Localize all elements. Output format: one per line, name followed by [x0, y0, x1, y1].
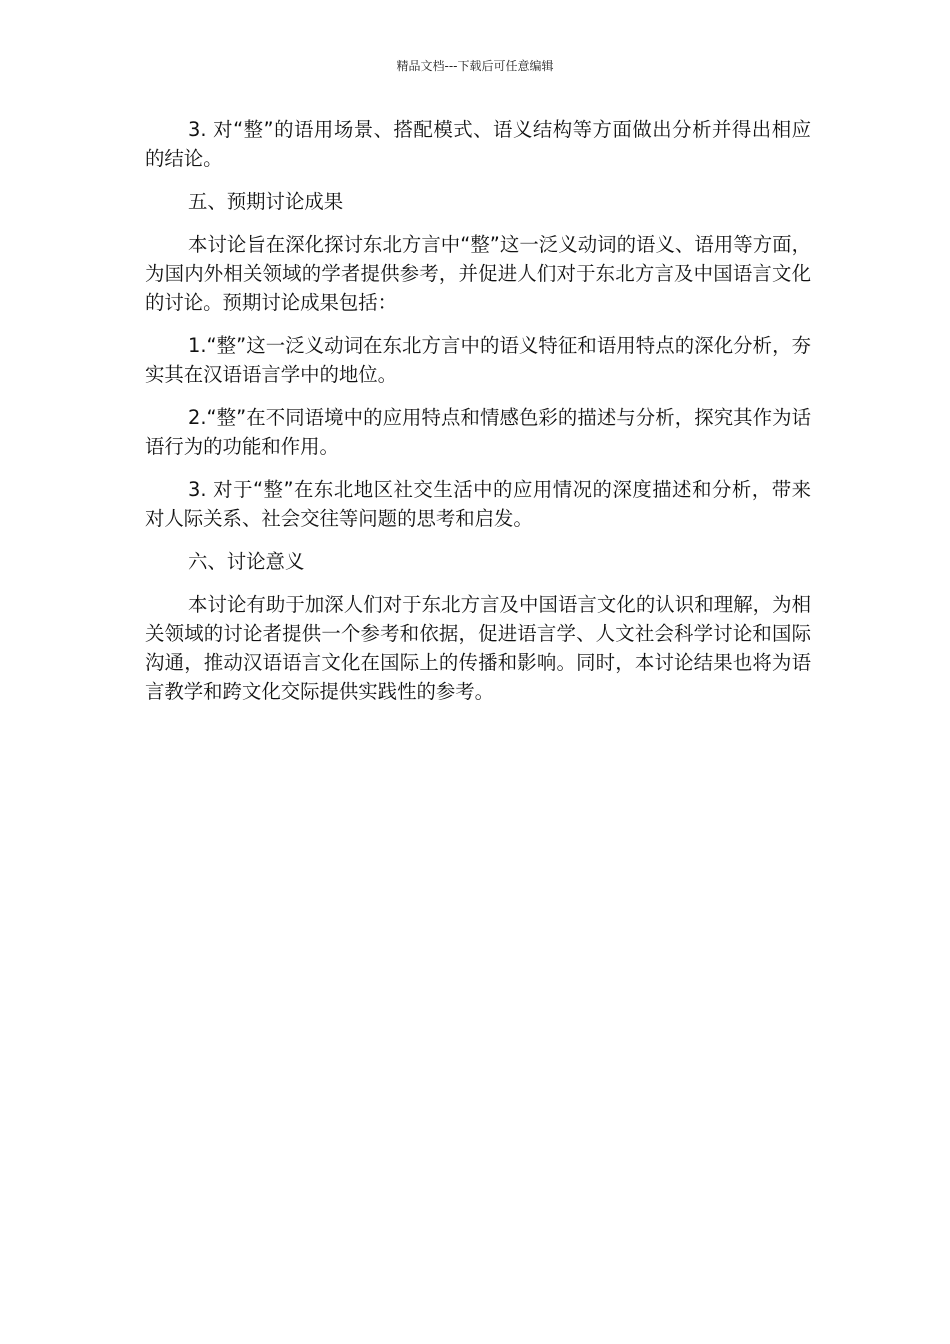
list-item-result-1: 1.“整”这一泛义动词在东北方言中的语义特征和语用特点的深化分析，夯实其在汉语语言学中的地位。: [145, 334, 811, 386]
page-header: 精品文档---下载后可任意编辑: [396, 59, 554, 73]
section-heading-expected-results: 五、预期讨论成果: [188, 190, 344, 213]
list-item-result-2: 2.“整”在不同语境中的应用特点和情感色彩的描述与分析，探究其作为话语行为的功能和作用。: [145, 406, 811, 458]
paragraph-significance: 本讨论有助于加深人们对于东北方言及中国语言文化的认识和理解，为相关领域的讨论者提供一个参考和依据，促进语言学、人文社会科学讨论和国际沟通，推动汉语语言文化在国际上的传播和影响。同时，本讨论结果也将为语言教学和跨文化交际提供实践性的参考。: [145, 593, 811, 703]
section-heading-significance: 六、讨论意义: [188, 550, 305, 573]
document-body: [145, 115, 811, 720]
paragraph-expected-results-intro: 本讨论旨在深化探讨东北方言中“整”这一泛义动词的语义、语用等方面，为国内外相关领域的学者提供参考，并促进人们对于东北方言及中国语言文化的讨论。预期讨论成果包括：: [145, 233, 811, 314]
list-item-analysis-conclusion: 3. 对“整”的语用场景、搭配模式、语义结构等方面做出分析并得出相应的结论。: [145, 118, 811, 170]
list-item-result-3: 3. 对于“整”在东北地区社交生活中的应用情况的深度描述和分析，带来对人际关系、社会交往等问题的思考和启发。: [145, 478, 811, 530]
